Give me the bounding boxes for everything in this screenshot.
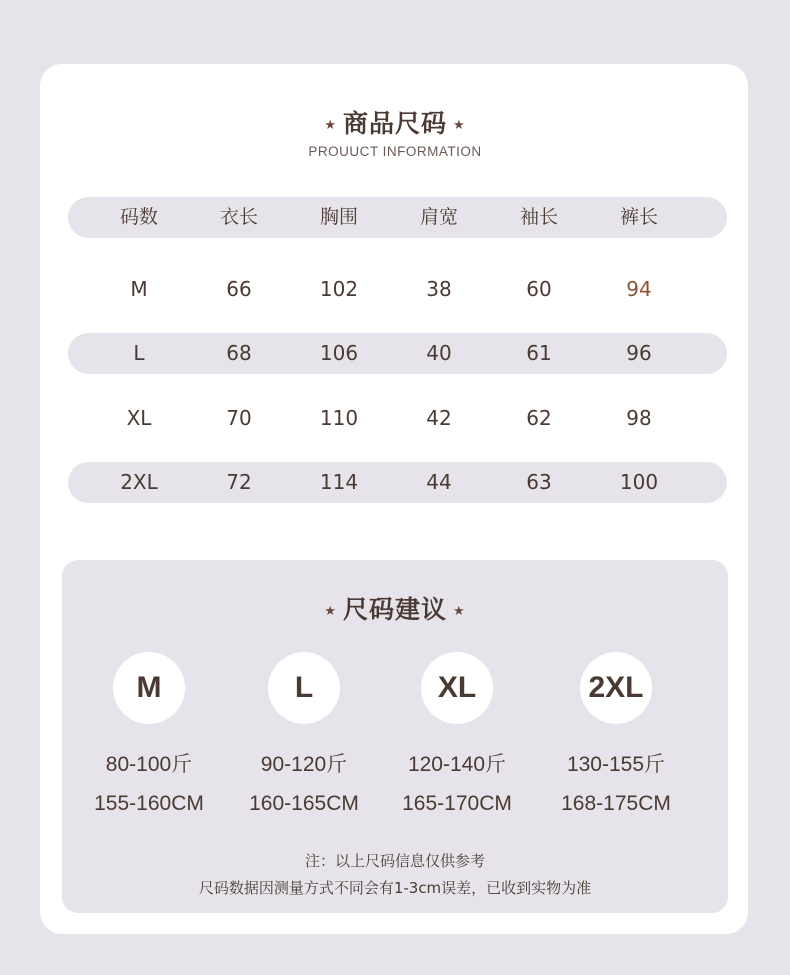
size-table-title bbox=[0, 104, 790, 140]
cell-shoulder: 40 bbox=[426, 341, 452, 365]
star-icon: ★ bbox=[453, 603, 466, 619]
size-badge-m: M bbox=[113, 652, 185, 724]
cell-chest: 114 bbox=[319, 470, 359, 494]
height-range: 160-165CM bbox=[249, 792, 359, 815]
cell-size: 2XL bbox=[120, 470, 158, 494]
cell-size: L bbox=[133, 341, 145, 365]
cell-pants: 98 bbox=[626, 406, 652, 430]
cell-chest: 102 bbox=[319, 277, 359, 301]
cell-sleeve: 62 bbox=[526, 406, 552, 430]
table-header-row bbox=[0, 197, 790, 238]
header-length: 衣长 bbox=[219, 206, 258, 228]
height-range: 155-160CM bbox=[94, 792, 204, 815]
header-size: 码数 bbox=[119, 206, 158, 228]
cell-size: XL bbox=[126, 406, 152, 430]
weight-range: 80-100斤 bbox=[105, 753, 193, 776]
cell-chest: 106 bbox=[319, 341, 359, 365]
cell-pants: 96 bbox=[626, 341, 652, 365]
cell-sleeve: 61 bbox=[526, 341, 552, 365]
height-range: 168-175CM bbox=[561, 792, 671, 815]
height-range: 165-170CM bbox=[402, 792, 512, 815]
cell-length: 72 bbox=[226, 470, 252, 494]
header-chest: 胸围 bbox=[319, 206, 358, 228]
note-line-2: 尺码数据因测量方式不同会有1-3cm误差，已收到实物为准 bbox=[198, 879, 592, 897]
header-shoulder: 肩宽 bbox=[419, 206, 458, 228]
header-pants: 裤长 bbox=[619, 206, 658, 228]
weight-range: 130-155斤 bbox=[566, 753, 666, 776]
cell-pants: 94 bbox=[626, 277, 652, 301]
size-table-title-text: 商品尺码 bbox=[342, 109, 447, 138]
recommendation-title bbox=[0, 590, 790, 626]
cell-length: 68 bbox=[226, 341, 252, 365]
cell-sleeve: 63 bbox=[526, 470, 552, 494]
cell-chest: 110 bbox=[319, 406, 359, 430]
star-icon: ★ bbox=[324, 603, 337, 619]
cell-shoulder: 44 bbox=[426, 470, 452, 494]
cell-length: 70 bbox=[226, 406, 252, 430]
table-row bbox=[0, 462, 790, 503]
size-table-subtitle: PROUUCT INFORMATION bbox=[308, 144, 482, 159]
weight-range: 90-120斤 bbox=[260, 753, 348, 776]
cell-sleeve: 60 bbox=[526, 277, 552, 301]
recommendation-title-text: 尺码建议 bbox=[342, 595, 447, 624]
star-icon: ★ bbox=[453, 117, 466, 133]
note-line-1: 注：以上尺码信息仅供参考 bbox=[304, 852, 485, 870]
cell-shoulder: 42 bbox=[426, 406, 452, 430]
size-badge-2xl: 2XL bbox=[580, 652, 652, 724]
size-badge-l: L bbox=[268, 652, 340, 724]
weight-range: 120-140斤 bbox=[407, 753, 507, 776]
cell-pants: 100 bbox=[619, 470, 659, 494]
cell-length: 66 bbox=[226, 277, 252, 301]
table-row bbox=[0, 333, 790, 374]
cell-shoulder: 38 bbox=[426, 277, 452, 301]
star-icon: ★ bbox=[324, 117, 337, 133]
size-badge-xl: XL bbox=[421, 652, 493, 724]
table-row bbox=[0, 269, 790, 310]
cell-size: M bbox=[130, 277, 148, 301]
table-row bbox=[0, 398, 790, 439]
header-sleeve: 袖长 bbox=[519, 206, 558, 228]
